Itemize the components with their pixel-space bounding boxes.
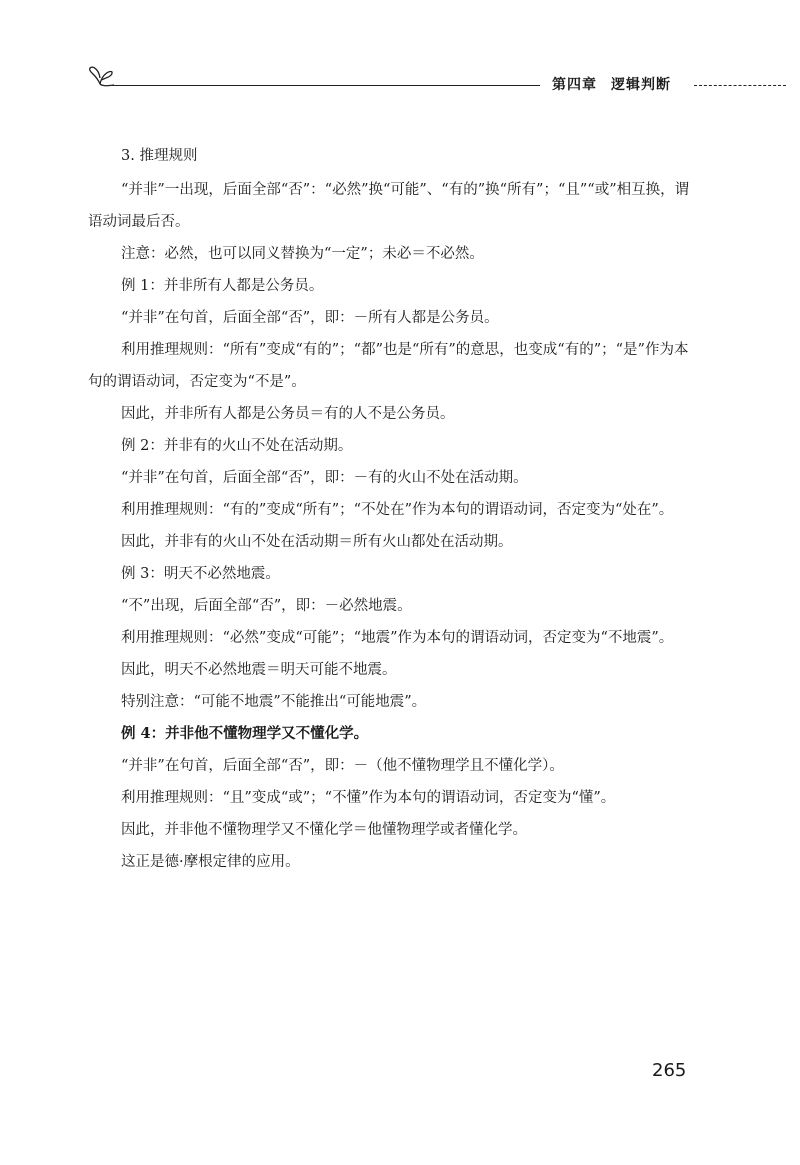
example-heading: 例 3：明天不必然地震。 <box>121 566 280 582</box>
paragraph: 因此，明天不必然地震＝明天可能不地震。 <box>121 662 397 678</box>
running-header <box>552 74 685 94</box>
chapter-title: 逻辑判断 <box>611 77 671 93</box>
paragraph: 因此，并非有的火山不处在活动期＝所有火山都处在活动期。 <box>121 534 513 550</box>
chapter-label: 第四章 <box>552 77 597 93</box>
example-heading: 例 2：并非有的火山不处在活动期。 <box>121 438 353 454</box>
paragraph: 利用推理规则：“有的”变成“所有”；“不处在”作为本句的谓语动词，否定变为“处在”。 <box>121 502 674 518</box>
paragraph: “并非”在句首，后面全部“否”，即：－所有人都是公务员。 <box>121 310 499 326</box>
paragraph: 注意：必然，也可以同义替换为“一定”；未必＝不必然。 <box>121 246 484 262</box>
paragraph: “不”出现，后面全部“否”，即：－必然地震。 <box>121 598 412 614</box>
paragraph: 利用推理规则：“且”变成“或”；“不懂”作为本句的谓语动词，否定变为“懂”。 <box>121 790 616 806</box>
paragraph: 特别注意：“可能不地震”不能推出“可能地震”。 <box>121 694 427 710</box>
example-heading: 例 4：并非他不懂物理学又不懂化学。 <box>121 725 369 742</box>
page-number: 265 <box>652 1060 687 1081</box>
paragraph: “并非”一出现，后面全部“否”：“必然”换“可能”、“有的”换“所有”；“且”“或”相互换，谓语动词最后否。 <box>88 182 690 230</box>
page-body <box>88 140 694 878</box>
paragraph: 这正是德·摩根定律的应用。 <box>121 854 300 870</box>
section-heading: 3. 推理规则 <box>121 148 198 164</box>
header-rule-right <box>694 85 786 86</box>
header-rule-left <box>112 85 540 86</box>
paragraph: “并非”在句首，后面全部“否”，即：－（他不懂物理学且不懂化学）。 <box>121 758 564 774</box>
paragraph: 因此，并非他不懂物理学又不懂化学＝他懂物理学或者懂化学。 <box>121 822 527 838</box>
paragraph: 利用推理规则：“必然”变成“可能”；“地震”作为本句的谓语动词，否定变为“不地震”。 <box>121 630 674 646</box>
example-heading: 例 1：并非所有人都是公务员。 <box>121 278 324 294</box>
paragraph: 利用推理规则：“所有”变成“有的”；“都”也是“所有”的意思，也变成“有的”；“是”作为本句的谓语动词，否定变为“不是”。 <box>88 342 689 390</box>
paragraph: “并非”在句首，后面全部“否”，即：－有的火山不处在活动期。 <box>121 470 528 486</box>
leaf-ornament-icon <box>86 62 116 92</box>
paragraph: 因此，并非所有人都是公务员＝有的人不是公务员。 <box>121 406 455 422</box>
